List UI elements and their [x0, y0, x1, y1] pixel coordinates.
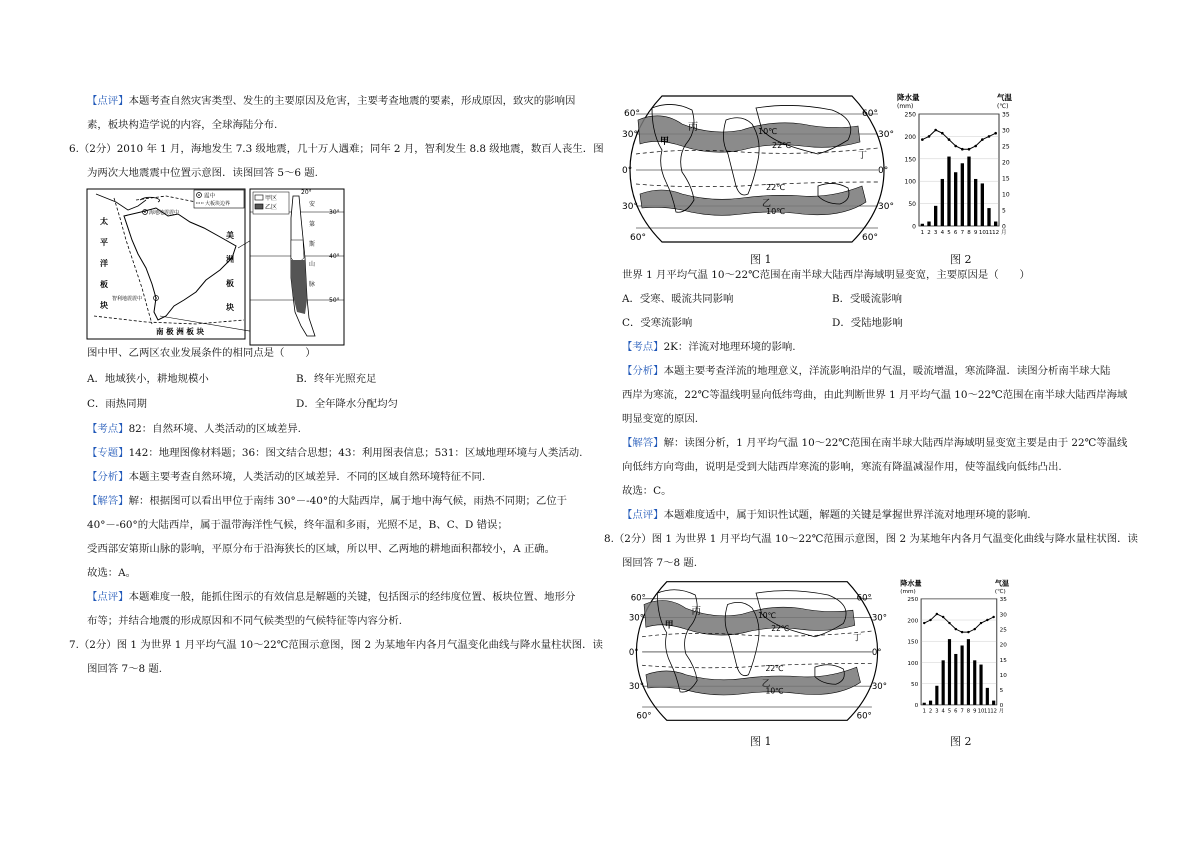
comment-line-1: 【点评】本题考查自然灾害类型、发生的主要原因及危害，主要考查地震的要素，形成原因，致灾的影响因 [87, 95, 576, 107]
label-30n-right: 30° [871, 613, 887, 624]
x-tick-label: 10 [977, 708, 985, 715]
label-0-left: 0° [628, 647, 639, 658]
label-60s-left: 60° [630, 233, 646, 243]
label-30n-left: 30° [622, 130, 638, 140]
q7-jieda-2: 向低纬方向弯曲，说明是受到大陆西岸寒流的影响，寒流有降温减湿作用，使等温线向低纬凸出. [622, 461, 1062, 473]
label-60s-right: 60° [856, 711, 872, 722]
precip-bar [947, 157, 950, 226]
precip-bar [979, 665, 982, 705]
precip-bar [981, 183, 984, 226]
precip-bar [954, 654, 957, 705]
inset-lat40: 40° [329, 253, 340, 260]
y2-tick-label: 0 [1002, 223, 1006, 231]
world-map-fig1 [622, 90, 892, 248]
y-axis-unit: (mm) [900, 589, 916, 596]
y-tick-label: 100 [907, 660, 919, 667]
q7-jieda-1: 【解答】解：读图分析，1 月平均气温 10～22℃范围在南半球大陆西岸海域明显变宽主要是由于 22℃等温线 [622, 437, 1128, 449]
fig2-caption-repeat: 图 2 [950, 735, 972, 748]
label-yi: 乙 [762, 199, 772, 209]
temp-point [980, 622, 982, 624]
y2-tick-label: 25 [1002, 143, 1010, 151]
fig2-caption: 图 2 [950, 253, 972, 266]
temp-point [921, 138, 924, 141]
q7-option-c[interactable]: C．受寒流影响 [622, 317, 693, 329]
inset-lat50: 50° [329, 297, 340, 304]
precip-bar [974, 179, 977, 226]
temp-point [923, 622, 925, 624]
precip-bar [987, 208, 990, 226]
chile-label: 智利地震震中 [112, 296, 143, 302]
climate-chart-fig2 [897, 92, 1019, 242]
inset-legend-yi: 乙区 [265, 204, 278, 211]
label-60s-left: 60° [636, 711, 652, 722]
q6-option-a[interactable]: A．地域狭小，耕地规模小 [87, 373, 209, 385]
label-60n-right: 60° [862, 109, 878, 119]
y2-tick-label: 0 [999, 703, 1004, 710]
precip-bar [992, 701, 995, 705]
x-tick-label: 8 [967, 230, 971, 236]
label-30s-left: 30° [628, 681, 644, 692]
x-tick-label: 11 [984, 708, 991, 715]
svg-text:洋: 洋 [100, 259, 108, 268]
y2-tick-label: 20 [999, 642, 1007, 649]
q7-line-2: 图回答 7～8 题. [87, 663, 163, 675]
inset-legend-jia: 甲区 [265, 195, 278, 202]
y-tick-label: 200 [907, 618, 919, 625]
y-tick-label: 200 [904, 133, 916, 141]
y2-tick-label: 30 [999, 612, 1007, 619]
temp-point [941, 132, 944, 135]
precip-bar [973, 660, 976, 705]
q6-option-d[interactable]: D．全年降水分配均匀 [296, 398, 398, 410]
q7-kaodian: 【考点】2K：洋流对地理环境的影响. [622, 341, 796, 353]
precip-bar [994, 222, 997, 226]
chile-inset-map [249, 188, 345, 346]
label-22c-north: 22℃ [771, 624, 790, 634]
precip-bar [929, 701, 932, 705]
q6-dianping-2: 布等；并结合地震的形成原因和不同气候类型的气候特征等内容分析. [87, 615, 403, 627]
q8-line-1: 8.（2分）图 1 为世界 1 月平均气温 10～22℃范围示意图，图 2 为某地年内各月气温变化曲线与降水量柱状图．读 [604, 533, 1138, 545]
temp-point [973, 628, 975, 630]
precip-bar [986, 688, 989, 705]
y2-tick-label: 35 [1002, 111, 1010, 119]
x-tick-label: 7 [960, 230, 965, 236]
precip-bar [961, 645, 964, 704]
temp-point [942, 616, 944, 618]
q6-kaodian: 【考点】82：自然环境、人类活动的区域差异. [87, 423, 301, 435]
y2-axis-title: 气温 [994, 578, 1010, 588]
q8-line-2: 图回答 7～8 题. [622, 557, 698, 569]
y-tick-label: 250 [907, 597, 919, 604]
q7-question: 世界 1 月平均气温 10～22℃范围在南半球大陆西岸海域明显变宽，主要原因是（ ） [622, 269, 1030, 281]
temp-point [961, 631, 963, 633]
q7-line-1: 7.（2分）图 1 为世界 1 月平均气温 10～22℃范围示意图，图 2 为某地年内各月气温变化曲线与降水量柱状图．读 [69, 639, 603, 651]
y-axis-unit: (mm) [897, 103, 914, 110]
y2-axis-title: 气温 [997, 93, 1012, 102]
y-tick-label: 250 [904, 111, 916, 119]
y2-tick-label: 20 [1002, 159, 1010, 167]
label-60n-right: 60° [856, 593, 872, 604]
precip-bar [941, 179, 944, 226]
temp-point [961, 148, 964, 151]
precip-bar [967, 639, 970, 705]
y2-tick-label: 5 [1002, 207, 1006, 215]
precip-bar [921, 224, 924, 226]
y2-tick-label: 15 [999, 657, 1007, 664]
legend-boundary: 大板块边界 [205, 201, 231, 207]
svg-text:斯: 斯 [309, 241, 316, 248]
x-tick-label: 10 [978, 230, 986, 236]
figure-group-top [622, 90, 1022, 270]
label-60n-left: 60° [624, 109, 640, 119]
svg-text:安: 安 [309, 201, 316, 208]
label-30s-left: 30° [622, 202, 638, 212]
x-tick-label: 6 [954, 708, 958, 715]
temp-point [928, 135, 931, 138]
label-30s-right: 30° [871, 681, 887, 692]
y-tick-label: 0 [914, 703, 919, 710]
svg-text:板: 板 [100, 280, 108, 289]
label-ding: 丁 [858, 151, 868, 161]
x-tick-label: 12 [990, 708, 997, 715]
x-tick-label: 12 [992, 230, 1000, 236]
label-22c-south: 22℃ [765, 663, 784, 673]
x-axis-unit: 月 [1001, 230, 1007, 236]
precip-bar [967, 157, 970, 226]
label-bing: 丙 [688, 122, 698, 133]
x-tick-label: 1 [922, 708, 926, 715]
y2-tick-label: 15 [1002, 175, 1010, 183]
q7-fenxi-2: 西岸为寒流，22℃等温线明显向低纬弯曲，由此判断世界 1 月平均气温 10～22℃范围在南半球大陆西岸海域 [622, 389, 1128, 401]
label-22c-north: 22℃ [772, 141, 792, 150]
q6-jieda-4: 故选：A。 [87, 567, 137, 579]
label-10c-south: 10℃ [766, 207, 786, 216]
precip-bar [948, 639, 951, 705]
world-map-fig1-repeat [622, 576, 892, 726]
comment-line-2: 素，板块构造学说的内容，全球海陆分布. [87, 119, 278, 131]
temp-point [968, 148, 971, 151]
q7-dianping: 【点评】本题难度适中，属于知识性试题，解题的关键是掌握世界洋流对地理环境的影响. [622, 509, 1031, 521]
y-tick-label: 150 [907, 639, 919, 646]
q7-fenxi-1: 【分析】本题主要考查洋流的地理意义，洋流影响沿岸的气温，暖流增温，寒流降温．读图分析南半球大陆 [622, 365, 1111, 377]
x-tick-label: 4 [940, 230, 945, 236]
svg-text:板: 板 [226, 279, 234, 288]
temp-point [954, 145, 957, 148]
precip-bar [954, 172, 957, 226]
label-10c-north: 10℃ [758, 127, 778, 136]
x-tick-label: 6 [953, 230, 958, 236]
label-ding: 丁 [852, 633, 862, 644]
y2-tick-label: 25 [999, 627, 1007, 634]
q6-line-2: 为两次大地震震中位置示意图．读图回答 5～6 题. [87, 167, 318, 179]
label-jia: 甲 [660, 137, 670, 147]
svg-text:块: 块 [100, 301, 108, 310]
temp-point [948, 138, 951, 141]
q7-option-a[interactable]: A．受寒、暖流共同影响 [622, 293, 734, 305]
svg-text:第: 第 [309, 221, 316, 228]
svg-text:美: 美 [226, 231, 234, 240]
label-10c-south: 10℃ [765, 686, 784, 696]
y2-axis-unit: (℃) [994, 589, 1006, 596]
label-0-right: 0° [871, 647, 882, 658]
x-tick-label: 3 [933, 230, 938, 236]
x-tick-label: 5 [947, 708, 952, 715]
temp-line [924, 614, 993, 632]
y2-tick-label: 30 [1002, 127, 1010, 135]
svg-text:平: 平 [100, 238, 108, 247]
q7-option-b[interactable]: B．受暖流影响 [832, 293, 902, 305]
x-tick-label: 8 [966, 708, 971, 715]
y2-tick-label: 35 [999, 597, 1007, 604]
q6-option-b[interactable]: B．终年光照充足 [296, 373, 377, 385]
precip-bar [961, 163, 964, 226]
climate-chart-fig2-repeat [897, 578, 1019, 720]
q7-jieda-3: 故选：C。 [622, 485, 672, 497]
x-tick-label: 7 [960, 708, 964, 715]
y-tick-label: 100 [904, 178, 916, 186]
temp-point [929, 619, 931, 621]
y2-tick-label: 5 [999, 688, 1004, 695]
x-tick-label: 2 [927, 230, 931, 236]
y2-tick-label: 10 [999, 672, 1007, 679]
y-axis-title: 降水量 [900, 578, 922, 588]
x-tick-label: 1 [920, 230, 925, 236]
haiti-label: 海地地震震中 [149, 210, 180, 216]
x-tick-label: 2 [928, 708, 933, 715]
precip-bar [927, 222, 930, 226]
y-tick-label: 50 [908, 201, 916, 209]
temp-point [967, 631, 969, 633]
temp-point [988, 135, 991, 138]
temp-point [981, 138, 984, 141]
label-10c-north: 10℃ [757, 610, 777, 620]
legend-epicenter: 震中 [204, 193, 216, 200]
x-tick-label: 9 [973, 708, 977, 715]
label-bing: 丙 [691, 605, 701, 617]
temp-point [974, 145, 977, 148]
temp-point [992, 616, 994, 618]
svg-text:山: 山 [309, 261, 316, 268]
q6-line-1: 6.（2分）2010 年 1 月，海地发生 7.3 级地震，几十万人遇难；同年 2 月，智利发生 8.8 级地震，数百人丧生．图 [69, 143, 604, 155]
svg-text:太: 太 [100, 217, 108, 226]
x-tick-label: 5 [947, 230, 951, 236]
label-0-right: 0° [878, 166, 889, 176]
q6-dianping-1: 【点评】本题难度一般，能抓住图示的有效信息是解题的关键，包括图示的经纬度位置、板块位置、地形分 [87, 591, 576, 603]
figure-group-bottom [622, 576, 1022, 751]
temp-point [936, 613, 938, 615]
inset-lat30: 30° [329, 209, 340, 216]
antarctic-plate-label: 南 极 洲 板 块 [156, 327, 204, 336]
temp-point [994, 132, 997, 135]
label-30s-right: 30° [878, 202, 894, 212]
label-yi: 乙 [761, 679, 771, 690]
precip-bar [935, 686, 938, 705]
y-tick-label: 0 [912, 223, 916, 231]
q6-zhuanti: 【专题】142：地理图像材料题；36：图文结合思想；43：利用图表信息；531：区域地理环境与人类活动. [87, 447, 583, 459]
q6-jieda-1: 【解答】解：根据图可以看出甲位于南纬 30°－-40°的大陆西岸，属于地中海气候，雨热不同期；乙位于 [87, 495, 568, 507]
temp-point [986, 619, 988, 621]
label-30n-left: 30° [628, 613, 644, 624]
q6-option-c[interactable]: C．雨热同期 [87, 398, 147, 410]
temp-point [948, 622, 950, 624]
y-tick-label: 150 [904, 156, 916, 164]
svg-text:脉: 脉 [309, 281, 316, 288]
inset-lat20: 20° [301, 189, 312, 196]
temp-line [922, 130, 995, 149]
label-jia: 甲 [664, 620, 674, 631]
label-60s-right: 60° [862, 233, 878, 243]
svg-text:洲: 洲 [226, 255, 234, 264]
y2-axis-unit: (℃) [997, 103, 1009, 110]
q7-fenxi-3: 明显变宽的原因. [622, 413, 699, 425]
y-tick-label: 50 [911, 682, 919, 689]
y2-tick-label: 10 [1002, 191, 1010, 199]
q7-option-d[interactable]: D．受陆地影响 [832, 317, 903, 329]
x-tick-label: 11 [985, 230, 993, 236]
x-tick-label: 9 [973, 230, 978, 236]
label-30n-right: 30° [878, 130, 894, 140]
svg-text:块: 块 [226, 303, 234, 312]
fig1-caption-repeat: 图 1 [750, 735, 772, 748]
q6-fenxi: 【分析】本题主要考查自然环境，人类活动的区域差异．不同的区域自然环境特征不同. [87, 471, 486, 483]
precip-bar [942, 660, 945, 705]
q6-question: 图中甲、乙两区农业发展条件的相同点是（ ） [87, 347, 316, 359]
x-axis-unit: 月 [998, 708, 1004, 715]
fig1-caption: 图 1 [750, 253, 772, 266]
y-axis-title: 降水量 [897, 93, 920, 102]
q6-jieda-2: 40°－-60°的大陆西岸，属于温带海洋性气候，终年温和多雨，光照不足，B、C、D 错误； [87, 519, 508, 531]
comment-tag: 【点评】 [87, 95, 129, 107]
plot-frame [919, 114, 999, 226]
q6-jieda-3: 受西部安第斯山脉的影响，平原分布于沿海狭长的区域，所以甲、乙两地的耕地面积都较小，A 正确。 [87, 543, 555, 555]
x-tick-label: 3 [935, 708, 939, 715]
label-0-left: 0° [622, 166, 633, 176]
plot-frame [921, 599, 997, 705]
x-tick-label: 4 [941, 708, 945, 715]
label-60n-left: 60° [630, 593, 646, 604]
precip-bar [934, 206, 937, 226]
precip-bar [923, 703, 926, 705]
temp-point [934, 129, 937, 132]
temp-point [955, 628, 957, 630]
label-22c-south: 22℃ [766, 183, 786, 192]
